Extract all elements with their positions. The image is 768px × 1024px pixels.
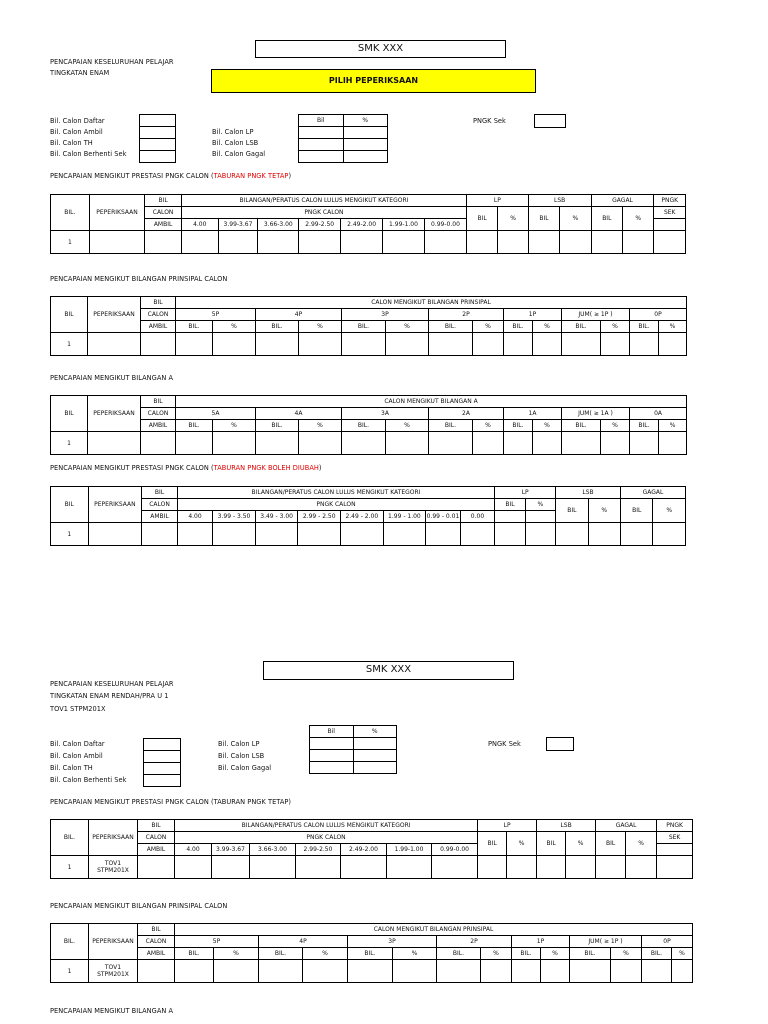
col-lp-pct: % xyxy=(498,207,528,231)
section2-pngk-title: PENCAPAIAN MENGIKUT PRESTASI PNGK CALON (TABURAN PNGK TETAP) xyxy=(50,798,292,806)
row-number: 1 xyxy=(51,960,89,983)
col-lsb: LSB xyxy=(556,487,621,499)
input-cell[interactable] xyxy=(140,139,176,151)
col-lp: LP xyxy=(478,820,537,832)
exam-name-cell: TOV1 STPM201X xyxy=(89,960,138,983)
col-gagal-pct: % xyxy=(626,832,657,856)
range-cell: 3.66-3.00 xyxy=(258,219,299,231)
col-jum-1p: JUM( ≥ 1P ) xyxy=(570,936,642,948)
col-gagal-bil: BIL xyxy=(621,499,653,523)
col-4p: 4P xyxy=(256,309,342,321)
header-bil: Bil xyxy=(299,115,344,127)
school-title: SMK XXX xyxy=(255,40,506,58)
col-1p: 1P xyxy=(504,309,562,321)
range-cell: 2.49-2.00 xyxy=(341,844,387,856)
col-bil-calon: BIL xyxy=(141,396,176,408)
label-calon-daftar: Bil. Calon Daftar xyxy=(50,117,105,125)
header-bil: Bil xyxy=(310,726,354,738)
row-number: 1 xyxy=(51,856,89,879)
sub-pct: % xyxy=(659,420,687,432)
col-5a: 5A xyxy=(176,408,256,420)
sub-pct: % xyxy=(601,321,630,333)
calon-input-grid xyxy=(139,114,176,163)
range-cell: 0.99-0.00 xyxy=(432,844,478,856)
col-peperiksaan: PEPERIKSAAN xyxy=(89,195,145,231)
col-gagal: GAGAL xyxy=(591,195,654,207)
col-pngk-calon: PNGK CALON xyxy=(175,832,478,844)
range-cell: 3.66-3.00 xyxy=(250,844,296,856)
row-number: 1 xyxy=(51,333,88,356)
pngk-sek-input[interactable] xyxy=(534,114,566,128)
input-cell[interactable] xyxy=(353,762,397,774)
input-cell[interactable] xyxy=(299,127,344,139)
range-cell: 2.99-2.50 xyxy=(299,219,341,231)
sub-bil: BIL. xyxy=(642,948,672,960)
col-bil: BIL. xyxy=(51,195,90,231)
sub-pct: % xyxy=(533,420,562,432)
col-1a: 1A xyxy=(504,408,562,420)
col-3a: 3A xyxy=(342,408,429,420)
col-ambil: AMBIL xyxy=(142,511,177,523)
sub-pct: % xyxy=(393,948,437,960)
input-cell[interactable] xyxy=(144,751,181,763)
exam-select-dropdown[interactable]: PILIH PEPERIKSAAN xyxy=(211,69,536,93)
range-cell: 3.99-3.67 xyxy=(218,219,258,231)
sub-pct: % xyxy=(601,420,630,432)
sub-pct: % xyxy=(481,948,512,960)
col-0p: 0P xyxy=(630,309,687,321)
range-cell: 3.99 - 3.50 xyxy=(213,511,256,523)
sub-pct: % xyxy=(386,321,429,333)
sub-pct: % xyxy=(672,948,693,960)
sub-pct: % xyxy=(213,321,256,333)
section2-bilangan-a-title: PENCAPAIAN MENGIKUT BILANGAN A xyxy=(50,1007,174,1015)
col-gagal-pct: % xyxy=(623,207,654,231)
col-gagal: GAGAL xyxy=(596,820,657,832)
col-ambil: AMBIL xyxy=(141,420,176,432)
sub-bil: BIL. xyxy=(342,321,386,333)
col-5p: 5P xyxy=(175,936,259,948)
range-cell: 2.99 - 2.50 xyxy=(298,511,341,523)
col-peperiksaan: PEPERIKSAAN xyxy=(88,297,141,333)
col-calon: CALON xyxy=(141,309,176,321)
pngk-sek-input-2[interactable] xyxy=(546,737,574,751)
col-bil: BIL. xyxy=(51,924,89,960)
sub-pct: % xyxy=(299,420,342,432)
section-pngk-tetap-title: PENCAPAIAN MENGIKUT PRESTASI PNGK CALON (TABURAN PNGK TETAP) xyxy=(50,172,292,180)
sub-pct: % xyxy=(541,948,570,960)
sub-bil: BIL. xyxy=(504,420,533,432)
label-calon-lp: Bil. Calon LP xyxy=(212,128,254,136)
col-prinsipal-group: CALON MENGIKUT BILANGAN PRINSIPAL xyxy=(175,924,693,936)
col-lsb-bil: BIL xyxy=(556,499,588,523)
col-lsb: LSB xyxy=(537,820,596,832)
label-calon-lsb: Bil. Calon LSB xyxy=(212,139,259,147)
sub-pct: % xyxy=(533,321,562,333)
input-cell[interactable] xyxy=(140,127,176,139)
col-bil-calon: BIL xyxy=(138,820,175,832)
sub-pct: % xyxy=(473,321,504,333)
input-cell[interactable] xyxy=(310,762,354,774)
header-pct: % xyxy=(353,726,397,738)
col-calon: CALON xyxy=(138,832,175,844)
sub-bil: BIL. xyxy=(562,321,601,333)
col-2a: 2A xyxy=(429,408,504,420)
col-sek: SEK xyxy=(657,832,693,844)
row-number: 1 xyxy=(51,231,90,254)
sub-pct: % xyxy=(299,321,342,333)
col-bil-calon: BIL xyxy=(142,487,177,499)
section2-prinsipal-title: PENCAPAIAN MENGIKUT BILANGAN PRINSIPAL CALON xyxy=(50,902,228,910)
range-cell: 1.99-1.00 xyxy=(387,844,432,856)
bilangan-a-table xyxy=(50,395,687,455)
label-calon-ambil: Bil. Calon Ambil xyxy=(50,128,103,136)
input-cell[interactable] xyxy=(140,115,176,127)
col-peperiksaan: PEPERIKSAAN xyxy=(88,396,141,432)
col-lsb-pct: % xyxy=(566,832,596,856)
range-cell: 3.99-3.67 xyxy=(212,844,250,856)
sub-bil: BIL. xyxy=(630,420,659,432)
range-cell: 0.00 xyxy=(460,511,495,523)
col-kategori: BILANGAN/PERATUS CALON LULUS MENGIKUT KATEGORI xyxy=(177,487,495,499)
sub-pct: % xyxy=(611,948,642,960)
school-title-2: SMK XXX xyxy=(263,661,514,680)
col-kategori: BILANGAN/PERATUS CALON LULUS MENGIKUT KATEGORI xyxy=(175,820,478,832)
input-cell[interactable] xyxy=(343,139,388,151)
col-2p: 2P xyxy=(429,309,504,321)
sub-pct: % xyxy=(214,948,259,960)
range-cell: 0.99 - 0.01 xyxy=(426,511,460,523)
col-lsb: LSB xyxy=(528,195,591,207)
pngk-tetap-table-2 xyxy=(50,819,693,879)
sub-bil: BIL. xyxy=(562,420,601,432)
label2-calon-berhenti: Bil. Calon Berhenti Sek xyxy=(50,776,127,784)
col-bil: BIL xyxy=(51,297,88,333)
lp-summary-grid xyxy=(298,114,388,163)
label-calon-berhenti: Bil. Calon Berhenti Sek xyxy=(50,150,127,158)
input-cell[interactable] xyxy=(310,750,354,762)
sub-pct: % xyxy=(303,948,348,960)
sub-bil: BIL. xyxy=(429,420,473,432)
col-3p: 3P xyxy=(342,309,429,321)
col-calon: CALON xyxy=(141,408,176,420)
col-5p: 5P xyxy=(176,309,256,321)
label2-calon-daftar: Bil. Calon Daftar xyxy=(50,740,105,748)
col-bil: BIL xyxy=(51,487,89,523)
range-cell: 1.99 - 1.00 xyxy=(383,511,426,523)
col-peperiksaan: PEPERIKSAAN xyxy=(89,924,138,960)
label-calon-th: Bil. Calon TH xyxy=(50,139,93,147)
sub-bil: BIL. xyxy=(256,321,299,333)
section-bilangan-a-title: PENCAPAIAN MENGIKUT BILANGAN A xyxy=(50,374,174,382)
col-lsb-pct: % xyxy=(588,499,620,523)
input-cell[interactable] xyxy=(343,127,388,139)
input-cell[interactable] xyxy=(310,738,354,750)
col-gagal-pct: % xyxy=(653,499,686,523)
col-lsb-pct: % xyxy=(560,207,591,231)
input-cell[interactable] xyxy=(299,151,344,163)
col-sek: SEK xyxy=(654,207,686,219)
input-cell[interactable] xyxy=(144,739,181,751)
range-cell: 4.00 xyxy=(181,219,218,231)
label2-pngk-sek: PNGK Sek xyxy=(488,740,521,748)
sub-pct: % xyxy=(473,420,504,432)
sub-bil: BIL. xyxy=(176,420,213,432)
col-pngk-calon: PNGK CALON xyxy=(177,499,495,511)
col-bil: BIL. xyxy=(51,820,89,856)
col-jum-1p: JUM( ≥ 1P ) xyxy=(562,309,630,321)
col-jum-1a: JUM( ≥ 1A ) xyxy=(562,408,630,420)
col-0a: 0A xyxy=(630,408,687,420)
col-gagal: GAGAL xyxy=(621,487,686,499)
col-4p: 4P xyxy=(259,936,348,948)
sub-bil: BIL. xyxy=(256,420,299,432)
input-cell[interactable] xyxy=(144,775,181,787)
range-cell: 2.49 - 2.00 xyxy=(341,511,384,523)
col-1p: 1P xyxy=(512,936,570,948)
input-cell[interactable] xyxy=(343,151,388,163)
prinsipal-table xyxy=(50,296,687,356)
label-calon-gagal: Bil. Calon Gagal xyxy=(212,150,266,158)
sub-bil: BIL. xyxy=(348,948,393,960)
row-number: 1 xyxy=(51,523,89,546)
col-lp-bil: BIL xyxy=(478,832,507,856)
col-peperiksaan: PEPERIKSAAN xyxy=(89,820,138,856)
section-prinsipal-title: PENCAPAIAN MENGIKUT BILANGAN PRINSIPAL CALON xyxy=(50,275,228,283)
sub-bil: BIL. xyxy=(437,948,481,960)
col-a-group: CALON MENGIKUT BILANGAN A xyxy=(176,396,687,408)
col-lp-bil: BIL xyxy=(466,207,497,231)
col-bil-calon: BIL xyxy=(145,195,182,207)
col-lp-pct: % xyxy=(507,832,537,856)
col-pngk: PNGK xyxy=(657,820,693,832)
sub-bil: BIL. xyxy=(570,948,611,960)
col-lp-bil: BIL xyxy=(495,499,525,511)
sub-pct: % xyxy=(213,420,256,432)
heading2-line-2: TINGKATAN ENAM RENDAH/PRA U 1 xyxy=(50,692,169,700)
range-cell: 2.99-2.50 xyxy=(296,844,341,856)
col-bil: BIL xyxy=(51,396,88,432)
heading2-line-1: PENCAPAIAN KESELURUHAN PELAJAR xyxy=(50,680,174,688)
col-lp-pct: % xyxy=(525,499,555,511)
col-kategori: BILANGAN/PERATUS CALON LULUS MENGIKUT KATEGORI xyxy=(181,195,466,207)
col-calon: CALON xyxy=(145,207,182,219)
input-cell[interactable] xyxy=(299,139,344,151)
pngk-tetap-table xyxy=(50,194,686,254)
sub-bil: BIL. xyxy=(175,948,214,960)
col-peperiksaan: PEPERIKSAAN xyxy=(88,487,142,523)
col-ambil: AMBIL xyxy=(138,948,175,960)
range-cell: 2.49-2.00 xyxy=(341,219,383,231)
label2-calon-lsb: Bil. Calon LSB xyxy=(218,752,265,760)
col-lp: LP xyxy=(466,195,528,207)
heading-line-1: PENCAPAIAN KESELURUHAN PELAJAR xyxy=(50,58,174,66)
heading-line-2: TINGKATAN ENAM xyxy=(50,69,110,77)
input-cell[interactable] xyxy=(140,151,176,163)
col-pngk-calon: PNGK CALON xyxy=(181,207,466,219)
header-pct: % xyxy=(343,115,388,127)
input-cell[interactable] xyxy=(353,750,397,762)
col-bil-calon: BIL xyxy=(138,924,175,936)
col-gagal-bil: BIL xyxy=(596,832,626,856)
sub-bil: BIL. xyxy=(504,321,533,333)
col-4a: 4A xyxy=(256,408,342,420)
sub-pct: % xyxy=(386,420,429,432)
col-0p: 0P xyxy=(642,936,693,948)
col-3p: 3P xyxy=(348,936,437,948)
section-pngk-ubah-title: PENCAPAIAN MENGIKUT PRESTASI PNGK CALON (TABURAN PNGK BOLEH DIUBAH) xyxy=(50,464,322,472)
range-cell: 0.99-0.00 xyxy=(424,219,466,231)
lp-summary-grid-2 xyxy=(309,725,397,774)
col-ambil: AMBIL xyxy=(141,321,176,333)
col-lp: LP xyxy=(495,487,556,499)
col-lsb-bil: BIL xyxy=(528,207,559,231)
col-gagal-bil: BIL xyxy=(591,207,622,231)
sub-bil: BIL. xyxy=(512,948,541,960)
sub-bil: BIL. xyxy=(342,420,386,432)
range-cell: 4.00 xyxy=(177,511,212,523)
input-cell[interactable] xyxy=(353,738,397,750)
calon-input-grid-2 xyxy=(143,738,181,787)
row-number: 1 xyxy=(51,432,88,455)
range-cell: 4.00 xyxy=(175,844,212,856)
sub-pct: % xyxy=(659,321,687,333)
range-cell: 3.49 - 3.00 xyxy=(255,511,298,523)
exam-name-cell: TOV1 STPM201X xyxy=(89,856,138,879)
col-2p: 2P xyxy=(437,936,512,948)
sub-bil: BIL. xyxy=(630,321,659,333)
col-calon: CALON xyxy=(138,936,175,948)
prinsipal-table-2 xyxy=(50,923,693,983)
empty-cell xyxy=(654,219,686,231)
label2-calon-ambil: Bil. Calon Ambil xyxy=(50,752,103,760)
col-lsb-bil: BIL xyxy=(537,832,566,856)
sub-bil: BIL. xyxy=(176,321,213,333)
label2-calon-lp: Bil. Calon LP xyxy=(218,740,260,748)
label2-calon-gagal: Bil. Calon Gagal xyxy=(218,764,272,772)
label-pngk-sek: PNGK Sek xyxy=(473,117,506,125)
col-pngk: PNGK xyxy=(654,195,686,207)
sub-bil: BIL. xyxy=(429,321,473,333)
label2-calon-th: Bil. Calon TH xyxy=(50,764,93,772)
col-bil-calon: BIL xyxy=(141,297,176,309)
col-ambil: AMBIL xyxy=(145,219,182,231)
col-prinsipal-group: CALON MENGIKUT BILANGAN PRINSIPAL xyxy=(176,297,687,309)
col-ambil: AMBIL xyxy=(138,844,175,856)
col-calon: CALON xyxy=(142,499,177,511)
heading2-line-3: TOV1 STPM201X xyxy=(50,705,106,713)
sub-bil: BIL. xyxy=(259,948,303,960)
pngk-ubah-table xyxy=(50,486,686,546)
input-cell[interactable] xyxy=(144,763,181,775)
range-cell: 1.99-1.00 xyxy=(383,219,425,231)
